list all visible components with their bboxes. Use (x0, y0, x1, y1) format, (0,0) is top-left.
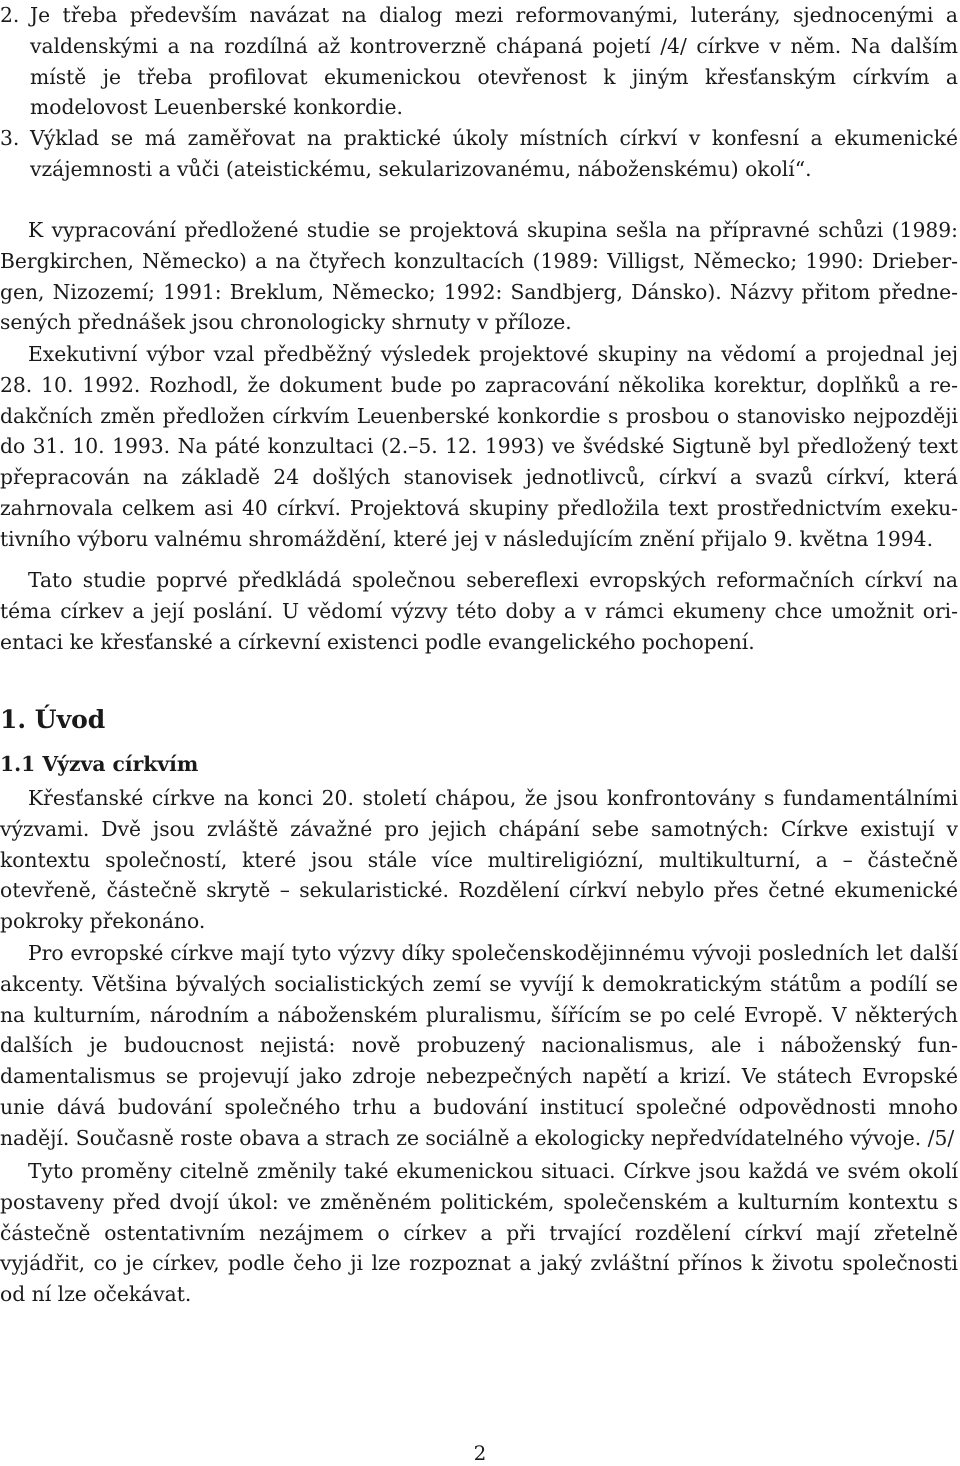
list-item (0, 123, 958, 185)
body-paragraph: K vypracování předložené studie se projektová skupina sešla na přípravné schůzi (1989: Bergkirchen, Německo) a na čtyřech konzultacích (1989: Villigst, Německo; 1990: Driebergen, Nizozemí; 1991: Breklum, Německo; 1992: Sandbjerg, Dánsko). Názvy přitom přednesených přednášek jsou chronologicky shrnuty v příloze. (0, 218, 958, 335)
list-item-text: Výklad se má zaměřovat na praktické úkoly místních církví v konfesní a ekumenické vzájemnosti a vůči (ateistickému, sekularizovanému, náboženskému) okolí“. (30, 126, 958, 181)
page-number: 2 (473, 1441, 487, 1465)
body-paragraph: Pro evropské církve mají tyto výzvy díky společenskodějinnému vývoji posledních let další akcenty. Většina bývalých socialistických zemí se vyvíjí k demokratickým státům a podílí se na kulturním, národním a náboženském pluralismu, šířícím se po celé Evropě. V některých dalších je budoucnost nejistá: nově probuzený nacionalismus, ale i náboženský fundamentalismus se projevují jako zdroje nebezpečných napětí a krizí. Ve státech Evropské unie dává budování společného trhu a budování institucí společné odpovědnosti mnoho nadějí. Současně roste obava a strach ze sociálně a ekologicky nepředvídatelného vývoje. /5/ (0, 941, 958, 1150)
body-paragraph: Křesťanské církve na konci 20. století chápou, že jsou konfrontovány s fundamentálními výzvami. Dvě jsou zvláště závažné pro jejich chápání sebe samotných: Církve existují v kontextu společností, které jsou stále více multireligiózní, multikulturní, a – částečně otevřeně, částečně skrytě – sekularistické. Rozdělení církví nebylo přes četné ekumenické pokroky překonáno. (0, 786, 958, 934)
section-heading: 1. Úvod (0, 705, 106, 734)
list-item-number: 3. (0, 126, 20, 150)
list-item-number: 2. (0, 3, 20, 27)
body-paragraph: Tato studie poprvé předkládá společnou sebereflexi evropských reformačních církví na téma církev a její poslání. U vědomí výzvy této doby a v rámci ekumeny chce umožnit orientaci ke křesťanské a církevní existenci podle evangelického pochopení. (0, 568, 958, 654)
body-paragraph: Tyto proměny citelně změnily také ekumenickou situaci. Církve jsou každá ve svém okolí postaveny před dvojí úkol: ve změněném politickém, společenském a kulturním kontextu s částečně ostentativním nezájmem o církev a při trvající rozdělení církví mají zřetelně vyjádřit, co je církev, podle čeho ji lze rozpoznat a jaký zvláštní přínos k životu společnosti od ní lze očekávat. (0, 1159, 958, 1307)
list-item-text: Je třeba především navázat na dialog mezi reformovanými, luterány, sjednocenými a valdenskými a na rozdílná až kontroverzně chápaná pojetí /4/ církve v něm. Na dalším místě je třeba profilovat ekumenickou otevřenost k jiným křesťanským církvím a modelovost Leuenberské konkordie. (30, 3, 958, 120)
body-paragraph: Exekutivní výbor vzal předběžný výsledek projektové skupiny na vědomí a projednal jej 28. 10. 1992. Rozhodl, že dokument bude po zapracování několika korektur, doplňků a redakčních změn předložen církvím Leuenberské konkordie s prosbou o stanovisko nejpozději do 31. 10. 1993. Na páté konzultaci (2.–5. 12. 1993) ve švédské Sigtuně byl předložený text přepracován na základě 24 došlých stanovisek jednotlivců, církví a svazů církví, která zahrnovala celkem asi 40 církví. Projektová skupiny předložila text prostřednictvím exekutivního výboru valnému shromáždění, které jej v následujícím znění přijalo 9. května 1994. (0, 342, 958, 551)
subsection-heading: 1.1 Výzva církvím (0, 752, 199, 776)
list-item (0, 0, 958, 123)
